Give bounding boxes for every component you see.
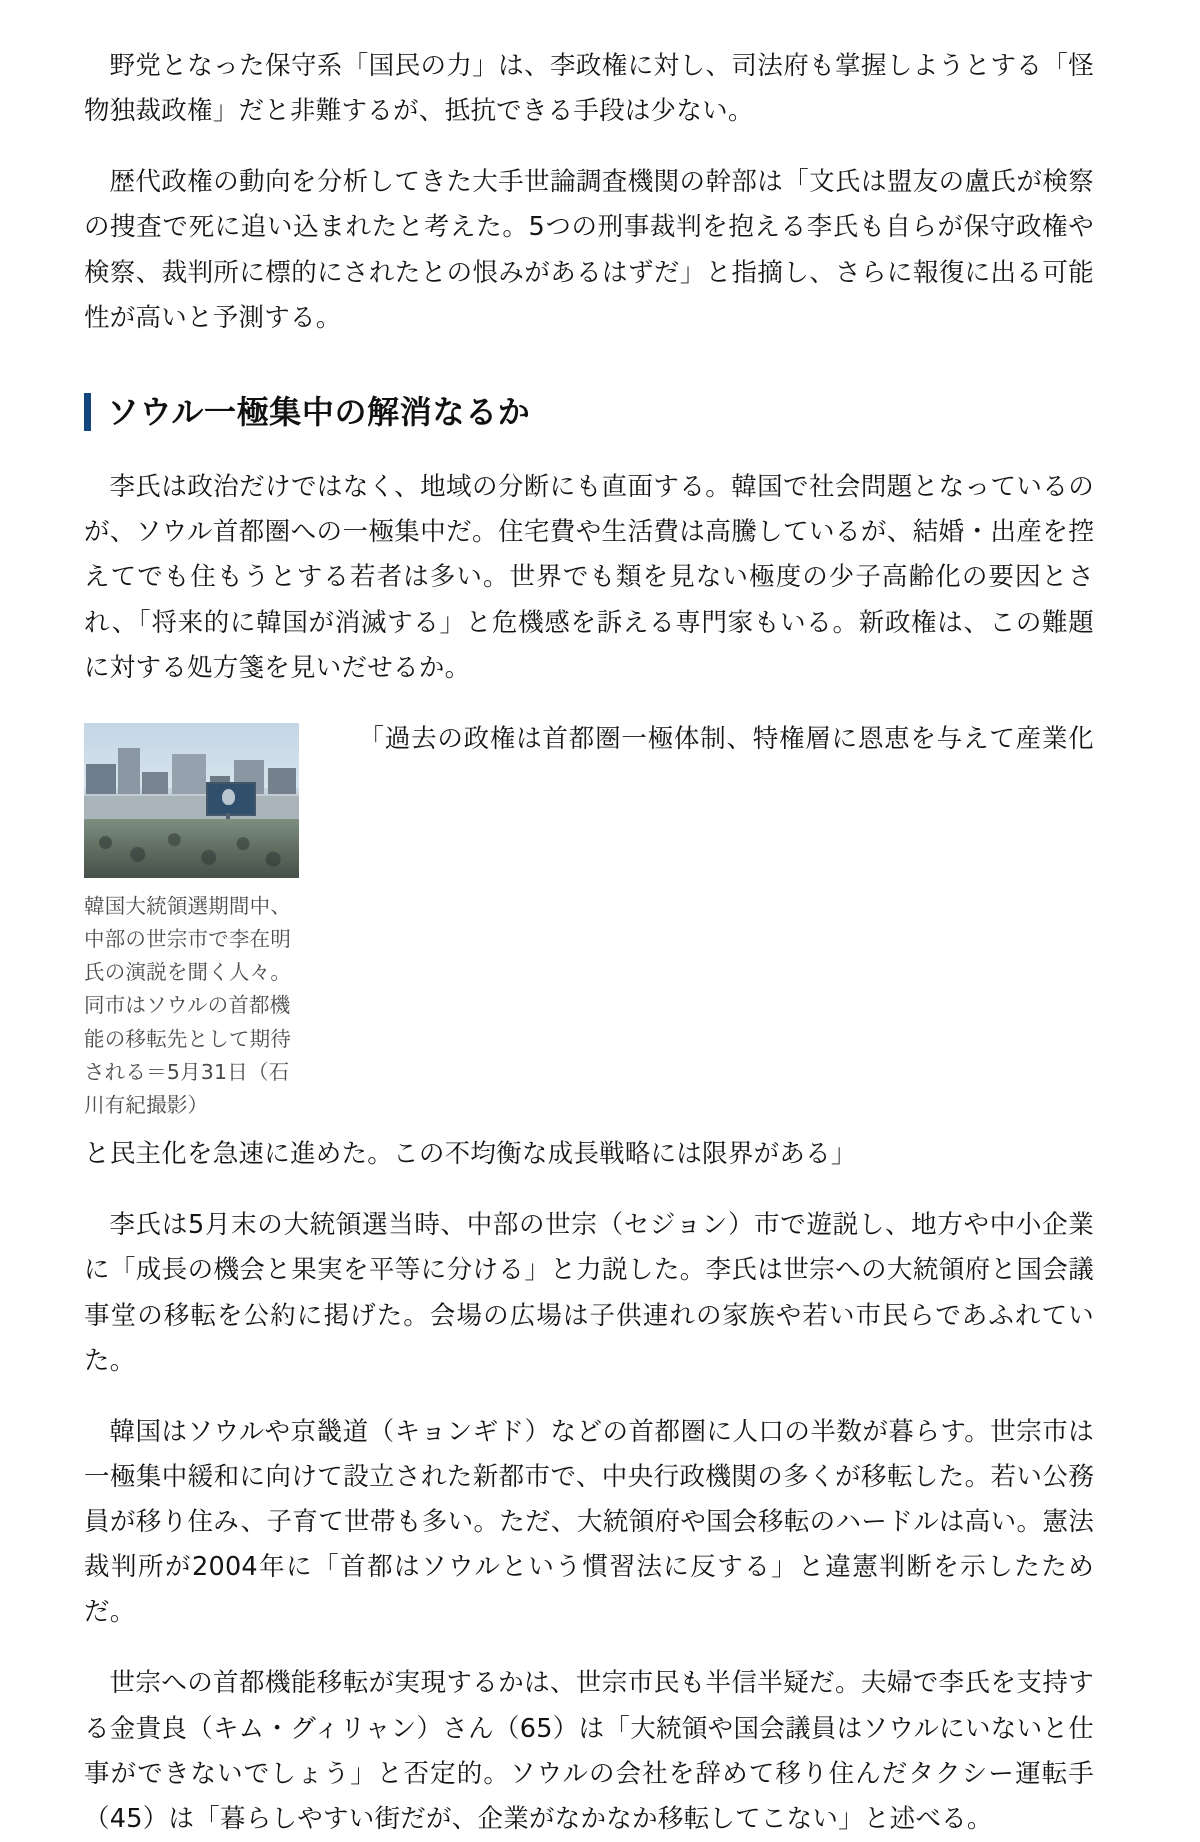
paragraph-pollster-analysis: 歴代政権の動向を分析してきた大手世論調査機関の幹部は「文氏は盟友の盧氏が検察の捜査で死に追い込まれたと考えた。5つの刑事裁判を抱える李氏も自らが保守政権や検察、裁判所に標的にされたとの恨みがあるはずだ」と指摘し、さらに報復に出る可能性が高いと予測する。 [84, 167, 1094, 333]
section-heading-label: ソウル一極集中の解消なるか [107, 392, 531, 431]
figure-caption: 韓国大統領選期間中、中部の世宗市で李在明氏の演説を聞く人々。同市はソウルの首都機能の移転先として期待される＝5月31日（石川有紀撮影） [84, 893, 292, 1117]
paragraph-residents-doubts: 世宗への首都機能移転が実現するかは、世宗市民も半信半疑だ。夫婦で李氏を支持する金貴良（キム・グィリャン）さん（65）は「大統領や国会議員はソウルにいないと仕事ができないでしょう」と否定的。ソウルの会社を辞めて移り住んだタクシー運転手（45）は「暮らしやすい街だが、企業がなかなか移転してこない」と述べる。 [84, 1668, 1094, 1834]
paragraph-capital-population: 韓国はソウルや京畿道（キョンギド）などの首都圏に人口の半数が暮らす。世宗市は一極集中緩和に向けて設立された新都市で、中央行政機関の多くが移転した。若い公務員が移り住み、子育て世帯も多い。ただ、大統領府や国会移転のハードルは高い。憲法裁判所が2004年に「首都はソウルという慣習法に反する」と違憲判断を示したためだ。 [84, 1416, 1094, 1628]
figure-image [84, 723, 299, 878]
paragraph-sejong-campaign: 李氏は5月末の大統領選当時、中部の世宗（セジョン）市で遊説し、地方や中小企業に「成長の機会と果実を平等に分ける」と力説した。李氏は世宗への大統領府と国会議事堂の移転を公約に掲げた。会場の広場は子供連れの家族や若い市民らであふれていた。 [84, 1210, 1094, 1376]
article-body [84, 44, 1094, 1842]
paragraph-quote-past-governments: 「過去の政権は首都圏一極体制、特権層に恩恵を与えて産業化と民主化を急速に進めた。この不均衡な成長戦略には限界がある」 [84, 723, 1094, 1170]
photo-crowd [84, 819, 299, 878]
photo-stage-screen [206, 782, 256, 816]
article-figure [84, 723, 299, 1122]
section-accent-bar [84, 393, 91, 431]
paragraph-regional-divide: 李氏は政治だけではなく、地域の分断にも直面する。韓国で社会問題となっているのが、ソウル首都圏への一極集中だ。住宅費や生活費は高騰しているが、結婚・出産を控えてでも住もうとする若者は多い。世界でも類を見ない極度の少子高齢化の要因とされ、「将来的に韓国が消滅する」と危機感を訴える専門家もいる。新政権は、この難題に対する処方箋を見いだせるか。 [84, 472, 1094, 683]
photo-speaker-face [222, 789, 235, 805]
section-heading [84, 393, 1094, 431]
paragraph-opposition-party: 野党となった保守系「国民の力」は、李政権に対し、司法府も掌握しようとする「怪物独裁政権」だと非難するが、抵抗できる手段は少ない。 [84, 51, 1094, 127]
figure-and-wrapped-text [84, 717, 1094, 1410]
photo-low-building-row [84, 794, 299, 822]
